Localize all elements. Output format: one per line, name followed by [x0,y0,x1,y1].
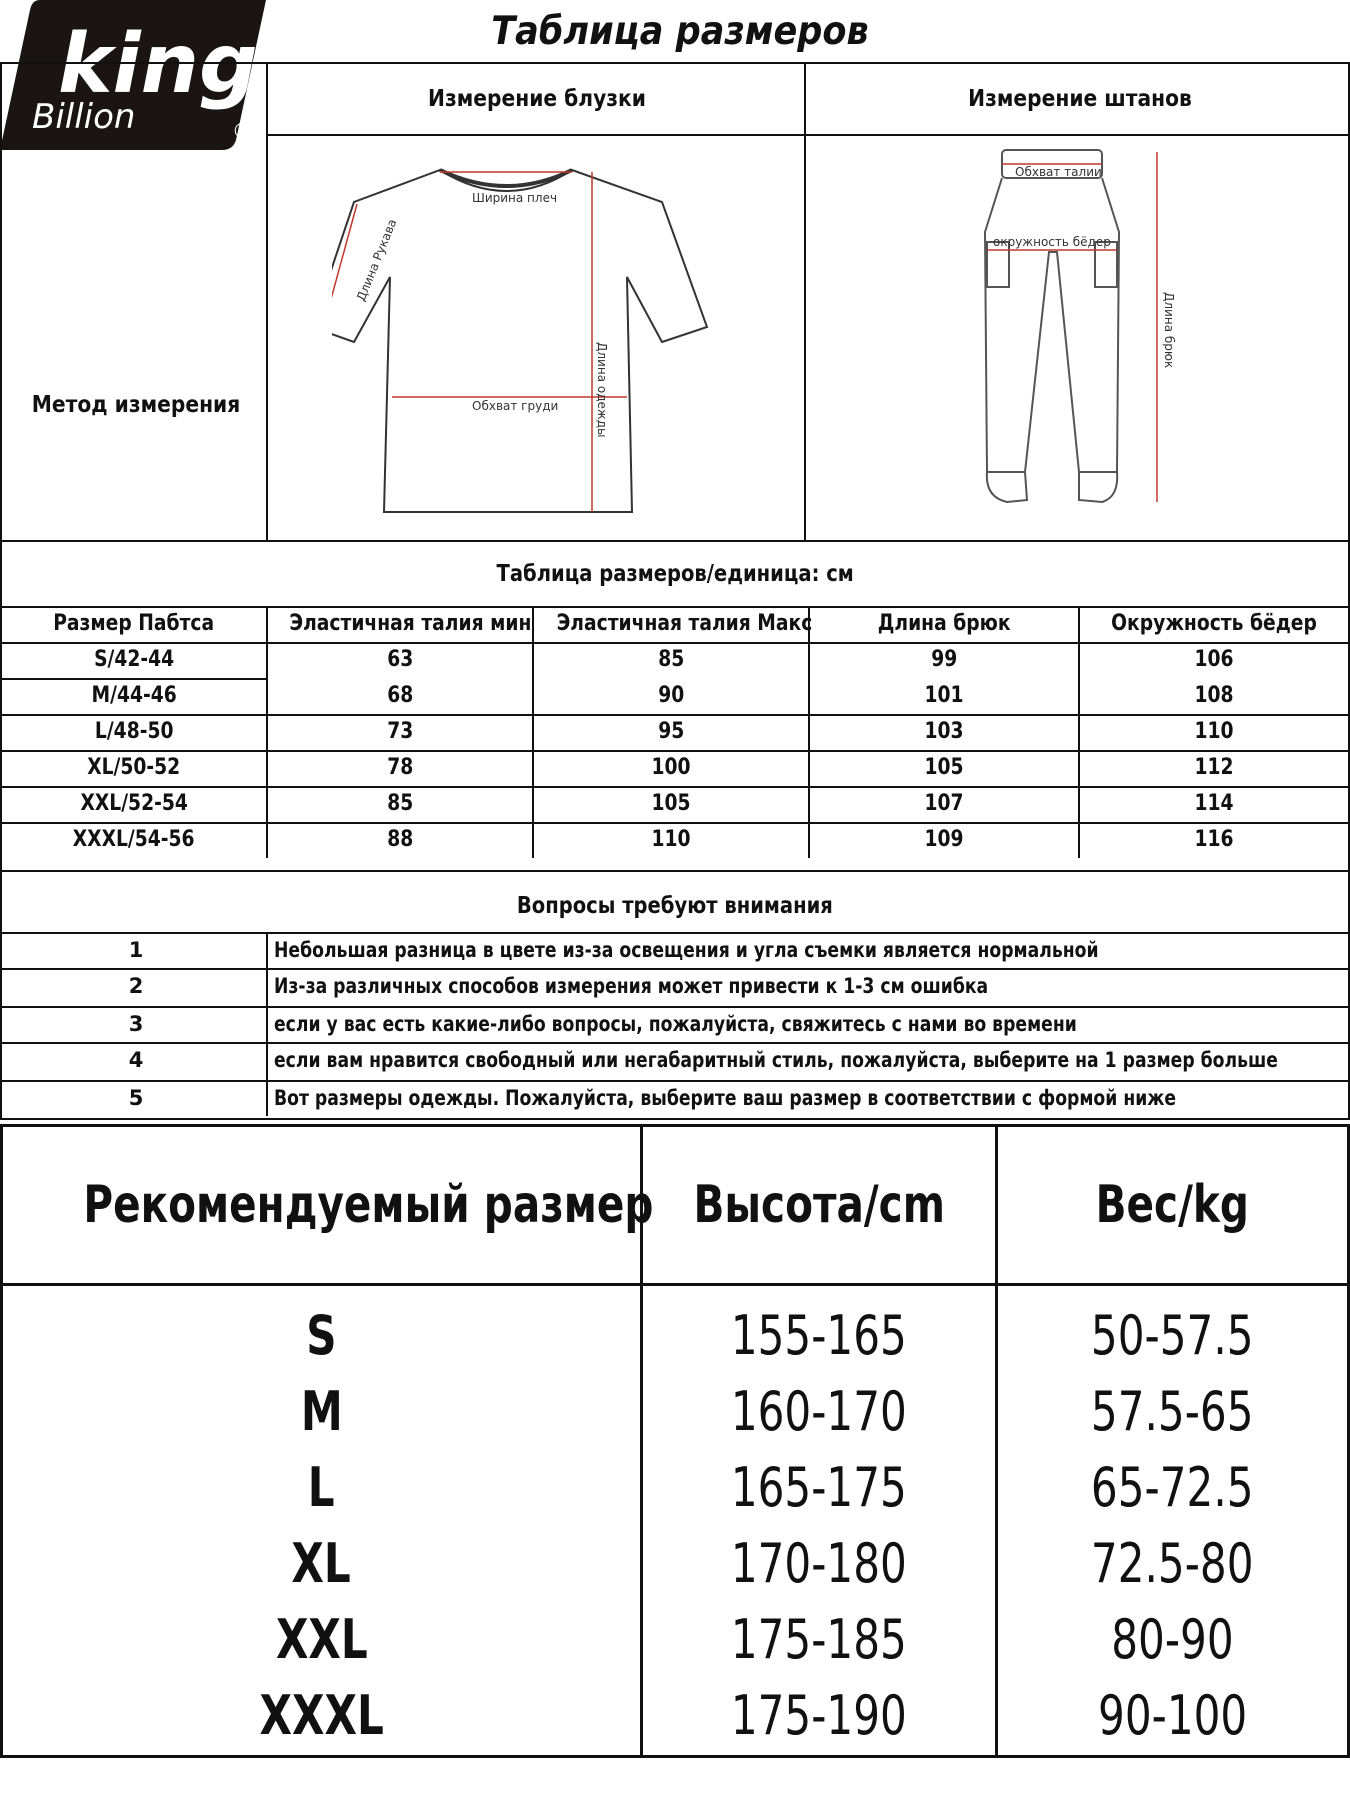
size-table-size-cell: XL/50-52 [87,755,181,780]
rec-height-cell: 175-190 [731,1684,907,1747]
size-table-value-cell: 116 [1194,827,1234,852]
size-table-value-cell: 99 [930,647,958,672]
rec-height-cell: 165-175 [731,1456,907,1519]
size-table-value-cell: 110 [1194,719,1234,744]
divider [3,1283,1347,1286]
note-text: если вам нравится свободный или негабаритный стиль, пожалуйста, выберите на 1 размер больше [274,1048,1278,1072]
size-table-value-cell: 85 [657,647,685,672]
rec-size-cell: M [300,1380,343,1443]
rec-weight-cell: 65-72.5 [1091,1456,1254,1519]
pants-label-length: Длина брюк [1162,292,1176,369]
rec-header-weight: Вес/kg [1095,1175,1250,1235]
size-table-size-cell: S/42-44 [93,647,175,672]
shirt-label-length: Длина одежды [595,342,609,438]
pants-label-hip: окружность бёдер [993,235,1111,249]
tshirt-diagram [332,142,732,532]
size-table-value-cell: 105 [924,755,964,780]
rec-header-size: Рекомендуемый размер [83,1175,654,1235]
size-table-value-cell: 106 [1194,647,1234,672]
rec-height-cell: 170-180 [731,1532,907,1595]
size-table-value-cell: 90 [657,683,685,708]
size-table-size-cell: M/44-46 [91,683,177,708]
note-number: 5 [128,1086,144,1110]
shirt-label-shoulder: Ширина плеч [472,191,558,205]
size-table-value-cell: 110 [651,827,691,852]
note-number: 4 [128,1048,144,1072]
rec-weight-cell: 57.5-65 [1091,1380,1254,1443]
note-text: если у вас есть какие-либо вопросы, пожалуйста, свяжитесь с нами во времени [274,1012,1077,1036]
note-number: 2 [128,974,144,998]
pants-diagram [907,142,1207,532]
rec-header-height: Высота/cm [693,1175,945,1235]
size-table-value-cell: 114 [1194,791,1234,816]
rec-size-cell: L [308,1456,335,1519]
pants-measure-header: Измерение штанов [968,86,1192,112]
divider [2,1006,1348,1008]
notes-title: Вопросы требуют внимания [517,893,833,919]
size-table-value-cell: 101 [924,683,964,708]
divider [2,1080,1348,1082]
rec-height-cell: 155-165 [731,1304,907,1367]
size-table-title: Таблица размеров/единица: см [496,561,854,587]
table-header-cell: Эластичная талия мин [289,611,532,636]
note-text: Вот размеры одежды. Пожалуйста, выберите ваш размер в соответствии с формой ниже [274,1086,1177,1110]
note-number: 1 [128,938,144,962]
size-table-value-cell: 95 [657,719,685,744]
size-table-value-cell: 68 [386,683,414,708]
size-table-value-cell: 109 [924,827,964,852]
rec-weight-cell: 80-90 [1111,1608,1234,1671]
shirt-label-sleeve: Длина Рукава [353,216,400,304]
size-table-value-cell: 73 [386,719,414,744]
method-label: Метод измерения [31,392,241,418]
divider [2,932,1348,934]
divider [2,968,1348,970]
size-table-section [0,542,1350,872]
divider [266,134,1350,136]
size-table-size-cell: L/48-50 [94,719,174,744]
table-header-cell: Окружность бёдер [1111,611,1317,636]
logo-text: king [58,17,258,112]
measurement-method-section [0,62,1350,542]
shirt-measure-header: Измерение блузки [428,86,646,112]
rec-weight-cell: 50-57.5 [1091,1304,1254,1367]
size-table-size-cell: XXXL/54-56 [73,827,195,852]
table-header-cell: Эластичная талия Макс [556,611,813,636]
notes-section [0,872,1350,1120]
size-table-value-cell: 63 [386,647,414,672]
size-table-size-cell: XXL/52-54 [80,791,188,816]
size-table-value-cell: 112 [1194,755,1234,780]
rec-size-cell: S [306,1304,337,1367]
rec-size-cell: XXL [275,1608,368,1671]
rec-weight-cell: 72.5-80 [1091,1532,1254,1595]
size-table-value-cell: 88 [386,827,414,852]
rec-height-cell: 160-170 [731,1380,907,1443]
registered-mark: ® [232,119,252,143]
size-table-value-cell: 100 [651,755,691,780]
logo-subtext: Billion [32,97,136,137]
note-text: Небольшая разница в цвете из-за освещения и угла съемки является нормальной [274,938,1099,962]
rec-weight-cell: 90-100 [1097,1684,1248,1747]
divider [2,1042,1348,1044]
size-table-value-cell: 108 [1194,683,1234,708]
rec-height-cell: 175-185 [731,1608,907,1671]
pants-label-waist: Обхват талии [1015,165,1102,179]
rec-size-cell: XL [291,1532,352,1595]
table-header-cell: Длина брюк [877,611,1011,636]
size-table-value-cell: 103 [924,719,964,744]
size-table-value-cell: 85 [386,791,414,816]
size-table-value-cell: 78 [386,755,414,780]
note-text: Из-за различных способов измерения может привести к 1-3 см ошибка [274,974,989,998]
rec-size-cell: XXXL [259,1684,384,1747]
shirt-label-chest: Обхват груди [472,399,559,413]
size-table-value-cell: 105 [651,791,691,816]
table-header-cell: Размер Пабтса [53,611,215,636]
size-table-value-cell: 107 [924,791,964,816]
note-number: 3 [128,1012,144,1036]
recommended-size-section [0,1124,1350,1758]
page-title: Таблица размеров [491,9,869,54]
